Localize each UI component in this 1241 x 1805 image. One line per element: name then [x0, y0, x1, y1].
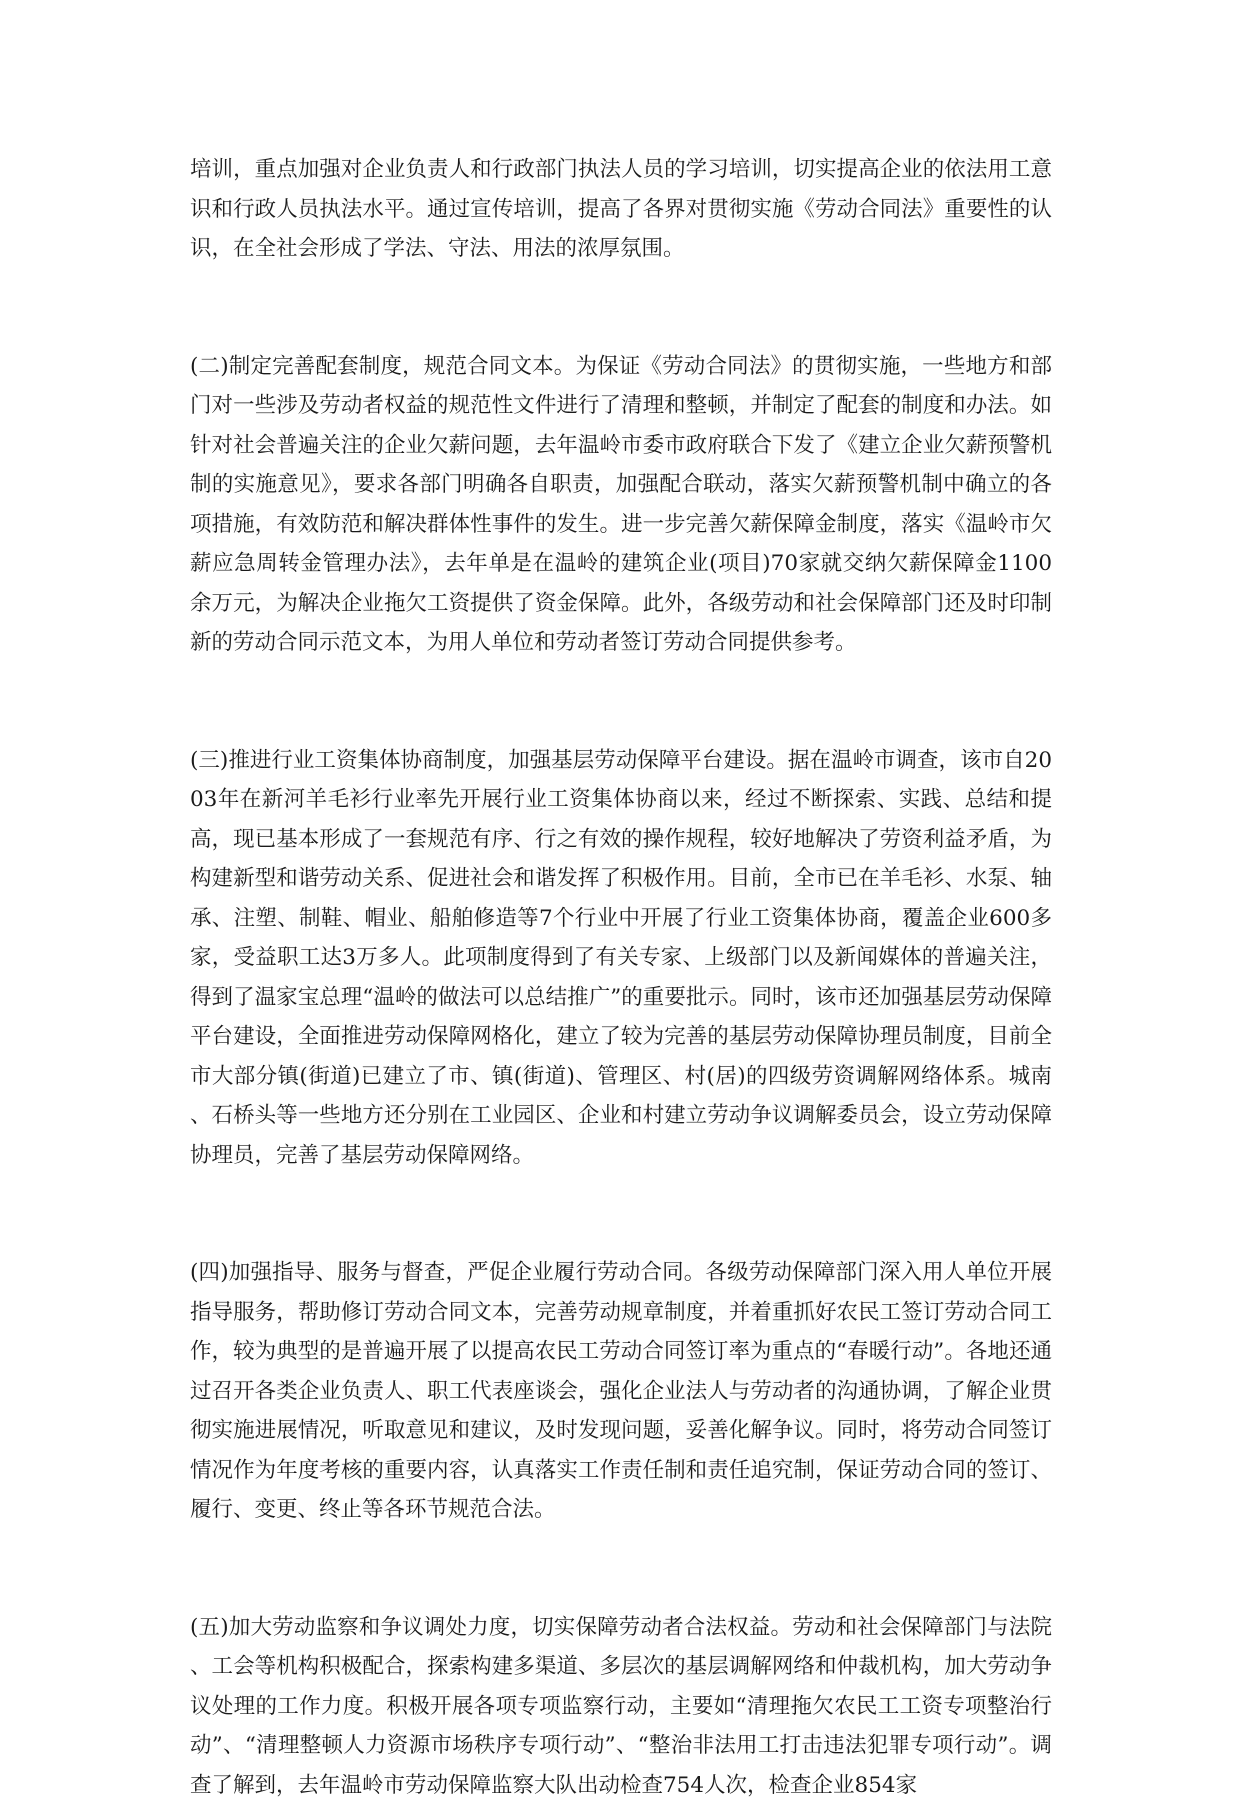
paragraph-section-2: (二)制定完善配套制度，规范合同文本。为保证《劳动合同法》的贯彻实施，一些地方和部门对一些涉及劳动者权益的规范性文件进行了清理和整顿，并制定了配套的制度和办法。如针对社会普遍关注的企业欠薪问题，去年温岭市委市政府联合下发了《建立企业欠薪预警机制的实施意见》，要求各部门明确各自职责，加强配合联动，落实欠薪预警机制中确立的各项措施，有效防范和解决群体性事件的发生。进一步完善欠薪保障金制度，落实《温岭市欠薪应急周转金管理办法》，去年单是在温岭的建筑企业(项目)70家就交纳欠薪保障金1100余万元，为解决企业拖欠工资提供了资金保障。此外，各级劳动和社会保障部门还及时印制新的劳动合同示范文本，为用人单位和劳动者签订劳动合同提供参考。	[190, 347, 1052, 663]
paragraph-gap	[190, 1175, 1052, 1253]
paragraph-section-5: (五)加大劳动监察和争议调处力度，切实保障劳动者合法权益。劳动和社会保障部门与法院、工会等机构积极配合，探索构建多渠道、多层次的基层调解网络和仲裁机构，加大劳动争议处理的工作力度。积极开展各项专项监察行动，主要如“清理拖欠农民工工资专项整治行动”、“清理整顿人力资源市场秩序专项行动”、“整治非法用工打击违法犯罪专项行动”。调查了解到，去年温岭市劳动保障监察大队出动检查754人次，检查企业854家	[190, 1608, 1052, 1805]
paragraph-gap	[190, 1530, 1052, 1608]
paragraph-section-3: (三)推进行业工资集体协商制度，加强基层劳动保障平台建设。据在温岭市调查，该市自2003年在新河羊毛衫行业率先开展行业工资集体协商以来，经过不断探索、实践、总结和提高，现已基本形成了一套规范有序、行之有效的操作规程，较好地解决了劳资利益矛盾，为构建新型和谐劳动关系、促进社会和谐发挥了积极作用。目前，全市已在羊毛衫、水泵、轴承、注塑、制鞋、帽业、船舶修造等7个行业中开展了行业工资集体协商，覆盖企业600多家，受益职工达3万多人。此项制度得到了有关专家、上级部门以及新闻媒体的普遍关注，得到了温家宝总理“温岭的做法可以总结推广”的重要批示。同时，该市还加强基层劳动保障平台建设，全面推进劳动保障网格化，建立了较为完善的基层劳动保障协理员制度，目前全市大部分镇(街道)已建立了市、镇(街道)、管理区、村(居)的四级劳资调解网络体系。城南、石桥头等一些地方还分别在工业园区、企业和村建立劳动争议调解委员会，设立劳动保障协理员，完善了基层劳动保障网络。	[190, 741, 1052, 1176]
paragraph-section-4: (四)加强指导、服务与督查，严促企业履行劳动合同。各级劳动保障部门深入用人单位开展指导服务，帮助修订劳动合同文本，完善劳动规章制度，并着重抓好农民工签订劳动合同工作，较为典型的是普遍开展了以提高农民工劳动合同签订率为重点的“春暖行动”。各地还通过召开各类企业负责人、职工代表座谈会，强化企业法人与劳动者的沟通协调，了解企业贯彻实施进展情况，听取意见和建议，及时发现问题，妥善化解争议。同时，将劳动合同签订情况作为年度考核的重要内容，认真落实工作责任制和责任追究制，保证劳动合同的签订、履行、变更、终止等各环节规范合法。	[190, 1253, 1052, 1530]
paragraph-gap	[190, 663, 1052, 741]
paragraph-gap	[190, 269, 1052, 347]
document-body	[190, 150, 1052, 1805]
paragraph-training: 培训，重点加强对企业负责人和行政部门执法人员的学习培训，切实提高企业的依法用工意识和行政人员执法水平。通过宣传培训，提高了各界对贯彻实施《劳动合同法》重要性的认识，在全社会形成了学法、守法、用法的浓厚氛围。	[190, 150, 1052, 269]
